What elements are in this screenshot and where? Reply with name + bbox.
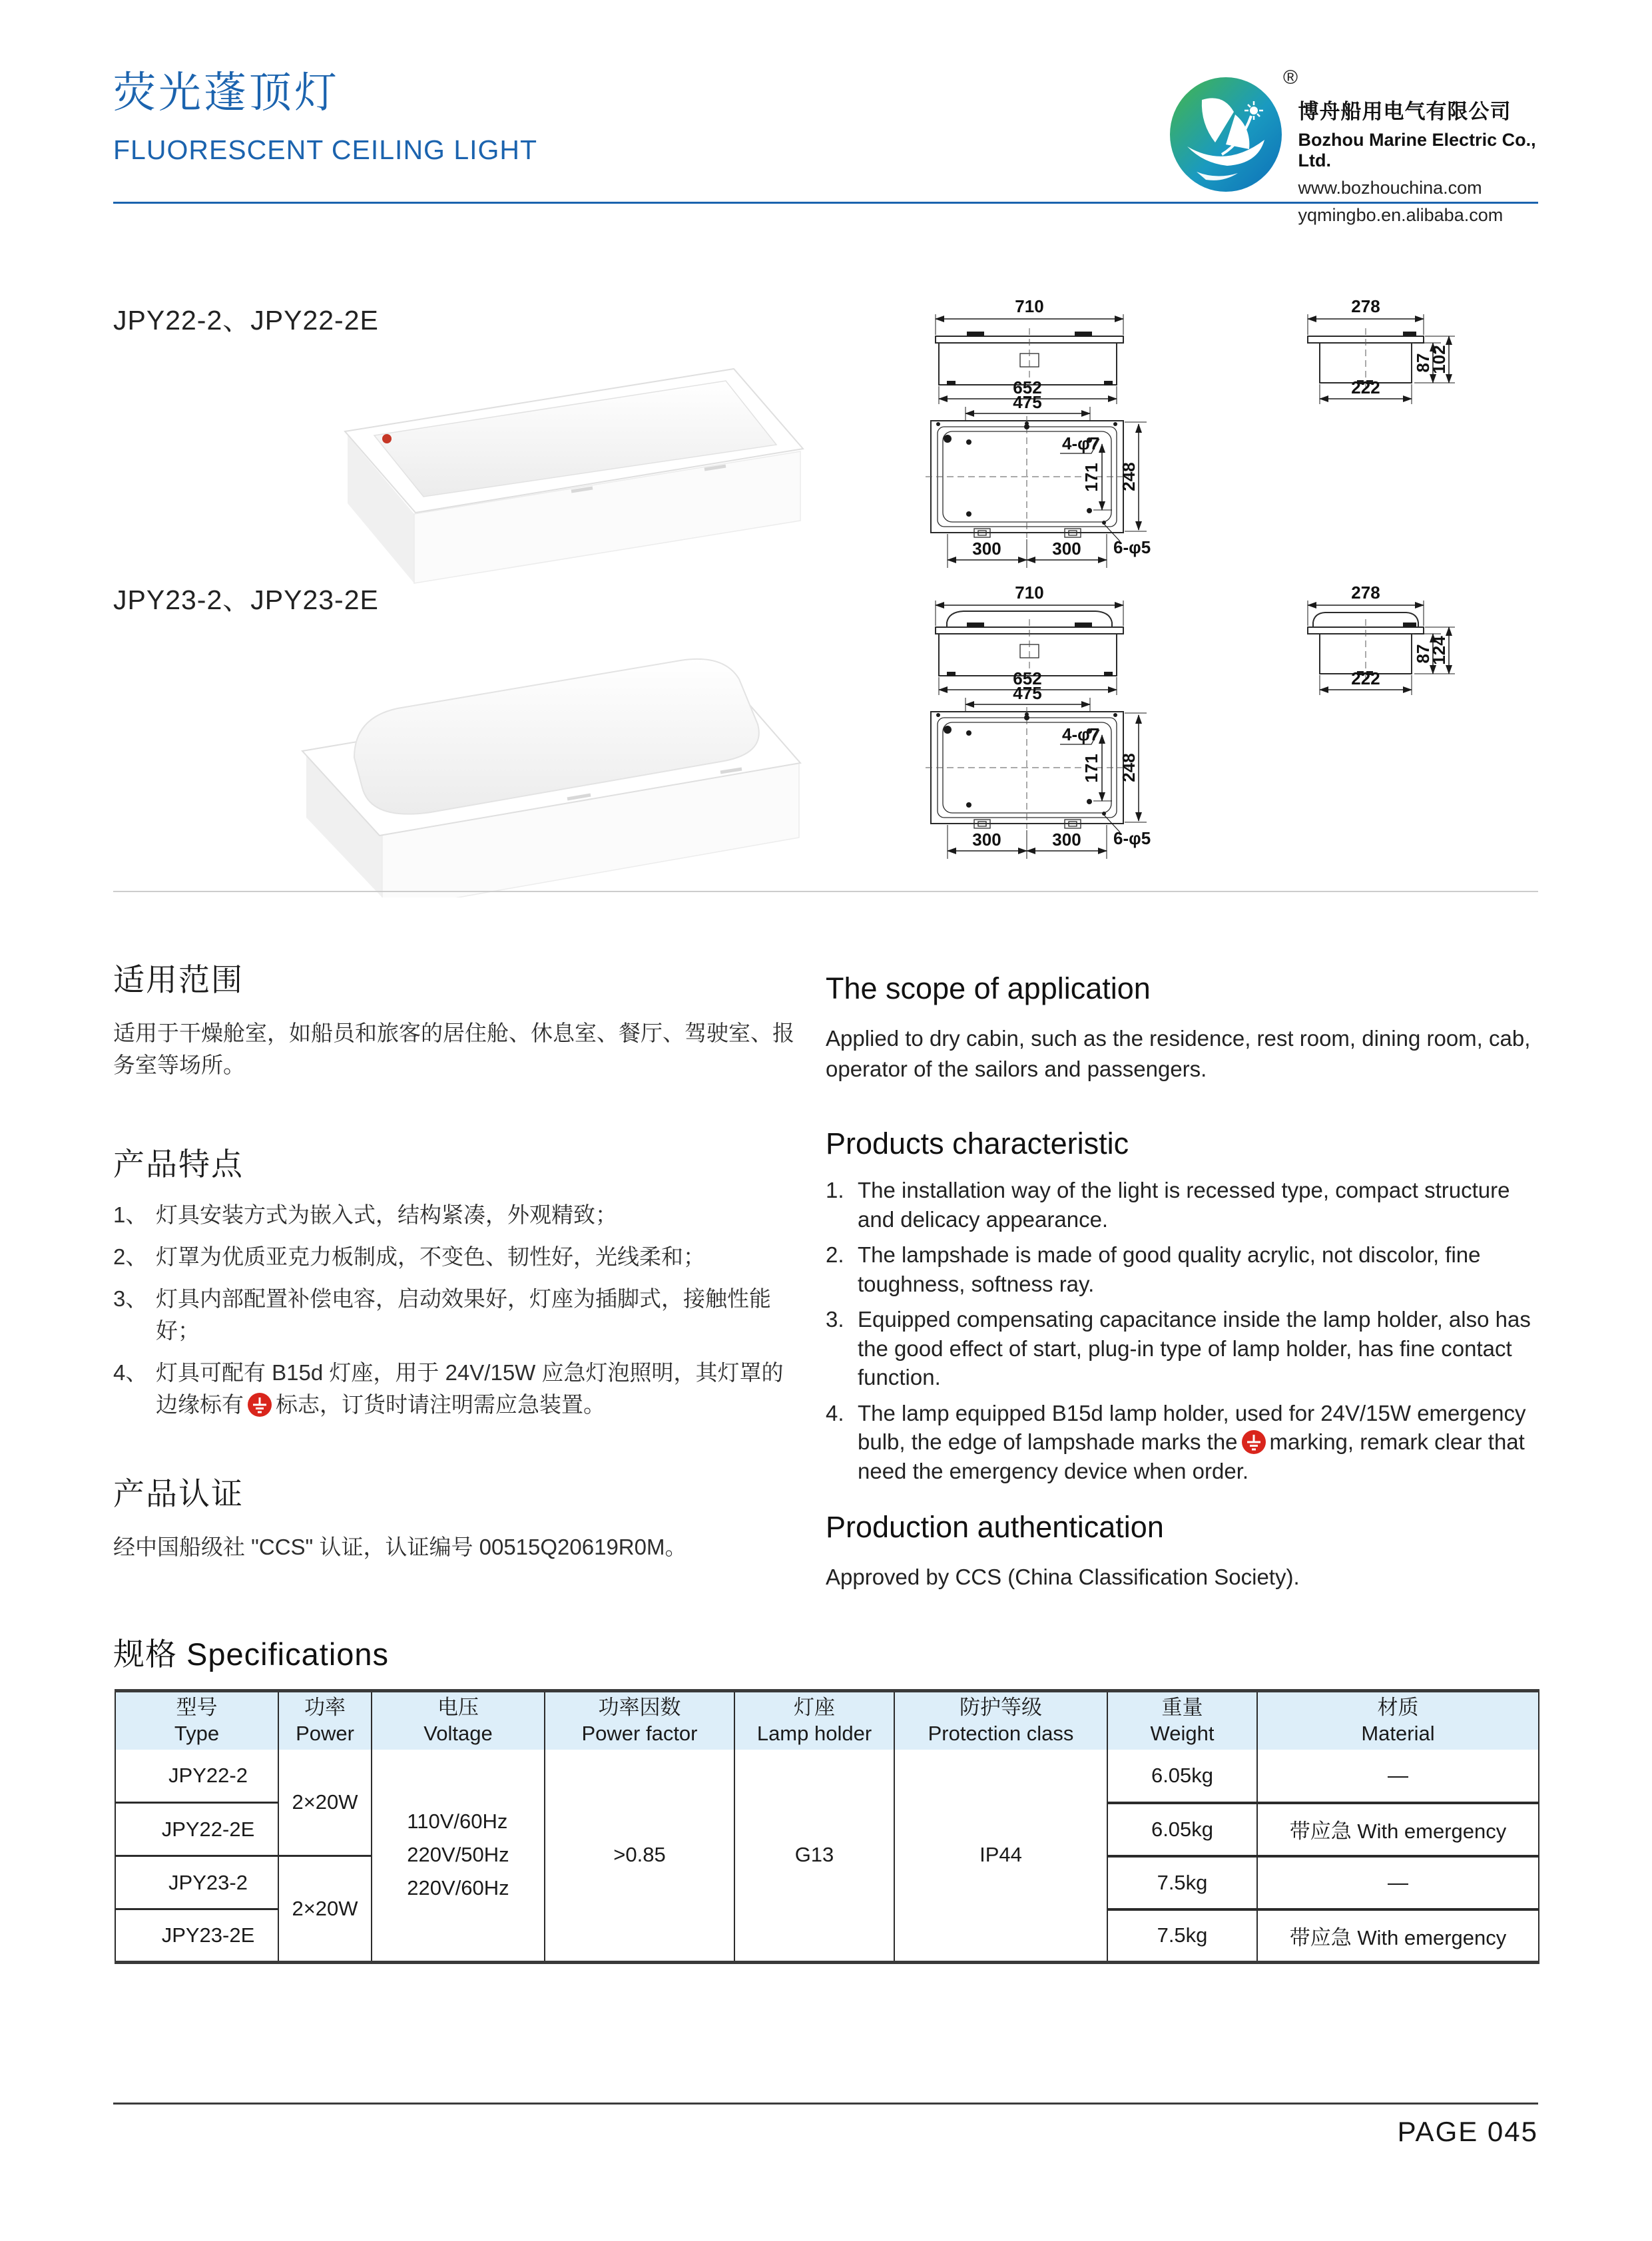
cell-voltage — [372, 1750, 545, 1963]
product-photo-jpy23 — [254, 618, 840, 897]
feature-item-zh — [113, 1357, 802, 1421]
dim-171: 171 — [1081, 754, 1101, 783]
model-label-jpy22: JPY22-2、JPY22-2E — [113, 305, 379, 336]
spec-table — [115, 1689, 1539, 1964]
cell-weight: 6.05kg — [1107, 1803, 1257, 1856]
company-name-en: Bozhou Marine Electric Co., Ltd. — [1298, 130, 1536, 170]
cell-type: JPY22-2E — [115, 1803, 278, 1856]
section-divider — [113, 891, 1538, 892]
cell-weight: 7.5kg — [1107, 1909, 1257, 1963]
voltage-option: 110V/60Hz — [407, 1809, 508, 1833]
company-name-zh: 博舟船用电气有限公司 — [1298, 100, 1512, 123]
feature-number: 2、 — [113, 1244, 148, 1270]
cell-weight: 6.05kg — [1107, 1750, 1257, 1803]
feature-text: 标志，订货时请注明需应急装置。 — [276, 1391, 605, 1417]
jpy23-bottom-view — [926, 683, 1151, 859]
feature-number: 1、 — [113, 1202, 148, 1228]
col-header-weight: 重量 Weight — [1107, 1691, 1257, 1750]
cell-material: — — [1257, 1856, 1539, 1909]
dimension-drawing-jpy23 — [900, 574, 1456, 864]
feature-number: 3、 — [113, 1286, 148, 1312]
feature-item-zh — [113, 1199, 802, 1231]
feature-number: 4、 — [113, 1360, 148, 1385]
footer-divider — [113, 2103, 1538, 2105]
company-website: www.bozhouchina.com — [1298, 178, 1482, 198]
emergency-mark-icon — [248, 1393, 272, 1417]
scope-body-zh: 适用于干燥舱室，如船员和旅客的居住舱、休息室、餐厅、驾驶室、报务室等场所。 — [113, 1021, 794, 1078]
col-header-power-factor: 功率因数 Power factor — [545, 1691, 734, 1750]
cert-heading-en: Production authentication — [826, 1509, 1164, 1544]
dim-222: 222 — [1351, 668, 1380, 688]
scope-body-en: Applied to dry cabin, such as the residence, rest room, dining room, cab, operator of the sailors and passengers. — [826, 1026, 1531, 1081]
scope-heading-en: The scope of application — [826, 971, 1151, 1005]
dim-475: 475 — [1013, 683, 1042, 703]
dim-102: 102 — [1429, 345, 1449, 374]
dimension-drawing-jpy22 — [900, 283, 1456, 573]
cell-type: JPY23-2E — [115, 1909, 278, 1963]
dim-710: 710 — [1015, 296, 1044, 316]
feature-number: 4. — [826, 1400, 844, 1425]
feature-text: 灯罩为优质亚克力板制成，不变色、韧性好，光线柔和； — [156, 1244, 705, 1270]
jpy22-front-view — [936, 296, 1123, 404]
dim-248: 248 — [1119, 753, 1139, 782]
cell-weight: 7.5kg — [1107, 1856, 1257, 1909]
feature-item-en — [826, 1176, 1543, 1234]
company-info — [1286, 67, 1541, 226]
column-english — [826, 942, 1543, 1592]
cert-body-zh: 经中国船级社 "CCS" 认证，认证编号 00515Q20619R0M。 — [113, 1535, 687, 1560]
spec-section-heading: 规格 Specifications — [113, 1636, 390, 1672]
indicator-dot — [382, 434, 392, 443]
jpy22-bottom-view — [926, 392, 1151, 568]
dim-4xphi7: 4-φ7 — [1062, 433, 1100, 453]
cell-lamp-holder: G13 — [734, 1750, 894, 1963]
dim-300b: 300 — [1052, 539, 1081, 559]
voltage-option: 220V/60Hz — [407, 1876, 509, 1900]
product-photo-jpy22 — [306, 332, 812, 585]
jpy22-side-view — [1308, 296, 1455, 404]
cell-protection-class: IP44 — [894, 1750, 1107, 1963]
feature-text: marking, remark clear that need the emergency device when order. — [858, 1429, 1525, 1483]
dim-87: 87 — [1413, 644, 1433, 664]
dim-710: 710 — [1015, 583, 1044, 603]
col-header-type: 型号 Type — [115, 1691, 278, 1750]
feature-item-en — [826, 1399, 1543, 1486]
cell-material: 带应急 With emergency — [1257, 1909, 1539, 1963]
jpy23-side-view — [1308, 583, 1455, 695]
dim-4xphi7: 4-φ7 — [1062, 724, 1100, 744]
company-website-alibaba: yqmingbo.en.alibaba.com — [1298, 205, 1504, 225]
features-list-zh — [113, 1199, 802, 1420]
feature-number: 1. — [826, 1178, 844, 1203]
dim-278: 278 — [1351, 296, 1380, 316]
column-chinese — [113, 942, 802, 1564]
feature-text: Equipped compensating capacitance inside the lamp holder, also has the good effect of start, plug-in type of lamp holder, has fine contact function. — [858, 1307, 1531, 1390]
spec-table-header-row — [115, 1691, 1539, 1750]
features-heading-en: Products characteristic — [826, 1126, 1129, 1161]
feature-text: 灯具可配有 B15d 灯座，用于 24V/15W 应急灯泡照明，其灯罩的边缘标有 — [156, 1360, 784, 1417]
dim-475: 475 — [1013, 392, 1042, 412]
dim-6xphi5: 6-φ5 — [1113, 537, 1151, 557]
dim-652: 652 — [1013, 377, 1042, 397]
dim-87: 87 — [1413, 353, 1433, 373]
feature-text: The lamp equipped B15d lamp holder, used for 24V/15W emergency bulb, the edge of lampshade marks the — [858, 1400, 1526, 1455]
cell-power-group2: 2×20W — [278, 1856, 372, 1963]
dim-300a: 300 — [972, 830, 1001, 850]
page-title-en: FLUORESCENT CEILING LIGHT — [113, 134, 538, 165]
feature-number: 3. — [826, 1307, 844, 1332]
model-label-jpy23: JPY23-2、JPY23-2E — [113, 585, 379, 615]
table-row — [115, 1750, 1539, 1803]
feature-item-en — [826, 1305, 1543, 1392]
feature-item-en — [826, 1240, 1543, 1298]
dim-300a: 300 — [972, 539, 1001, 559]
page-header — [113, 59, 537, 166]
brand-block — [1169, 67, 1541, 226]
scope-heading-zh: 适用范围 — [113, 962, 244, 997]
feature-number: 2. — [826, 1242, 844, 1268]
page-number: PAGE 045 — [1397, 2116, 1538, 2147]
jpy23-front-view — [936, 583, 1123, 695]
cell-material: — — [1257, 1750, 1539, 1803]
feature-text: 灯具内部配置补偿电容，启动效果好，灯座为插脚式，接触性能好； — [156, 1286, 771, 1343]
dim-124: 124 — [1429, 636, 1449, 665]
feature-item-zh — [113, 1241, 802, 1273]
dim-300b: 300 — [1052, 830, 1081, 850]
col-header-lamp-holder: 灯座 Lamp holder — [734, 1691, 894, 1750]
feature-text: 灯具安装方式为嵌入式，结构紧凑，外观精致； — [156, 1202, 617, 1228]
col-header-power: 功率 Power — [278, 1691, 372, 1750]
cell-power-group1: 2×20W — [278, 1750, 372, 1856]
col-header-protection-class: 防护等级 Protection class — [894, 1691, 1107, 1750]
col-header-material: 材质 Material — [1257, 1691, 1539, 1750]
col-header-voltage: 电压 Voltage — [372, 1691, 545, 1750]
cert-heading-zh: 产品认证 — [113, 1476, 244, 1512]
feature-item-zh — [113, 1283, 802, 1347]
dim-652: 652 — [1013, 668, 1042, 688]
cell-type: JPY23-2 — [115, 1856, 278, 1909]
voltage-option: 220V/50Hz — [407, 1843, 509, 1867]
dim-6xphi5: 6-φ5 — [1113, 828, 1151, 848]
cell-type: JPY22-2 — [115, 1750, 278, 1803]
cell-material: 带应急 With emergency — [1257, 1803, 1539, 1856]
dim-248: 248 — [1119, 462, 1139, 491]
dim-222: 222 — [1351, 377, 1380, 397]
features-heading-zh: 产品特点 — [113, 1146, 244, 1182]
cert-body-en: Approved by CCS (China Classification Society). — [826, 1564, 1300, 1589]
registered-trademark: ® — [1283, 67, 1298, 89]
sailboat-logo-icon — [1169, 76, 1283, 193]
company-logo — [1169, 67, 1298, 210]
features-list-en — [826, 1176, 1543, 1485]
feature-text: The installation way of the light is recessed type, compact structure and delicacy appearance. — [858, 1178, 1510, 1232]
feature-text: The lampshade is made of good quality acrylic, not discolor, fine toughness, softness ray. — [858, 1242, 1481, 1296]
emergency-mark-icon — [1242, 1430, 1266, 1454]
cell-power-factor: >0.85 — [545, 1750, 734, 1963]
dim-278: 278 — [1351, 583, 1380, 603]
dim-171: 171 — [1081, 463, 1101, 492]
page-title-zh: 荧光蓬顶灯 — [113, 69, 340, 117]
